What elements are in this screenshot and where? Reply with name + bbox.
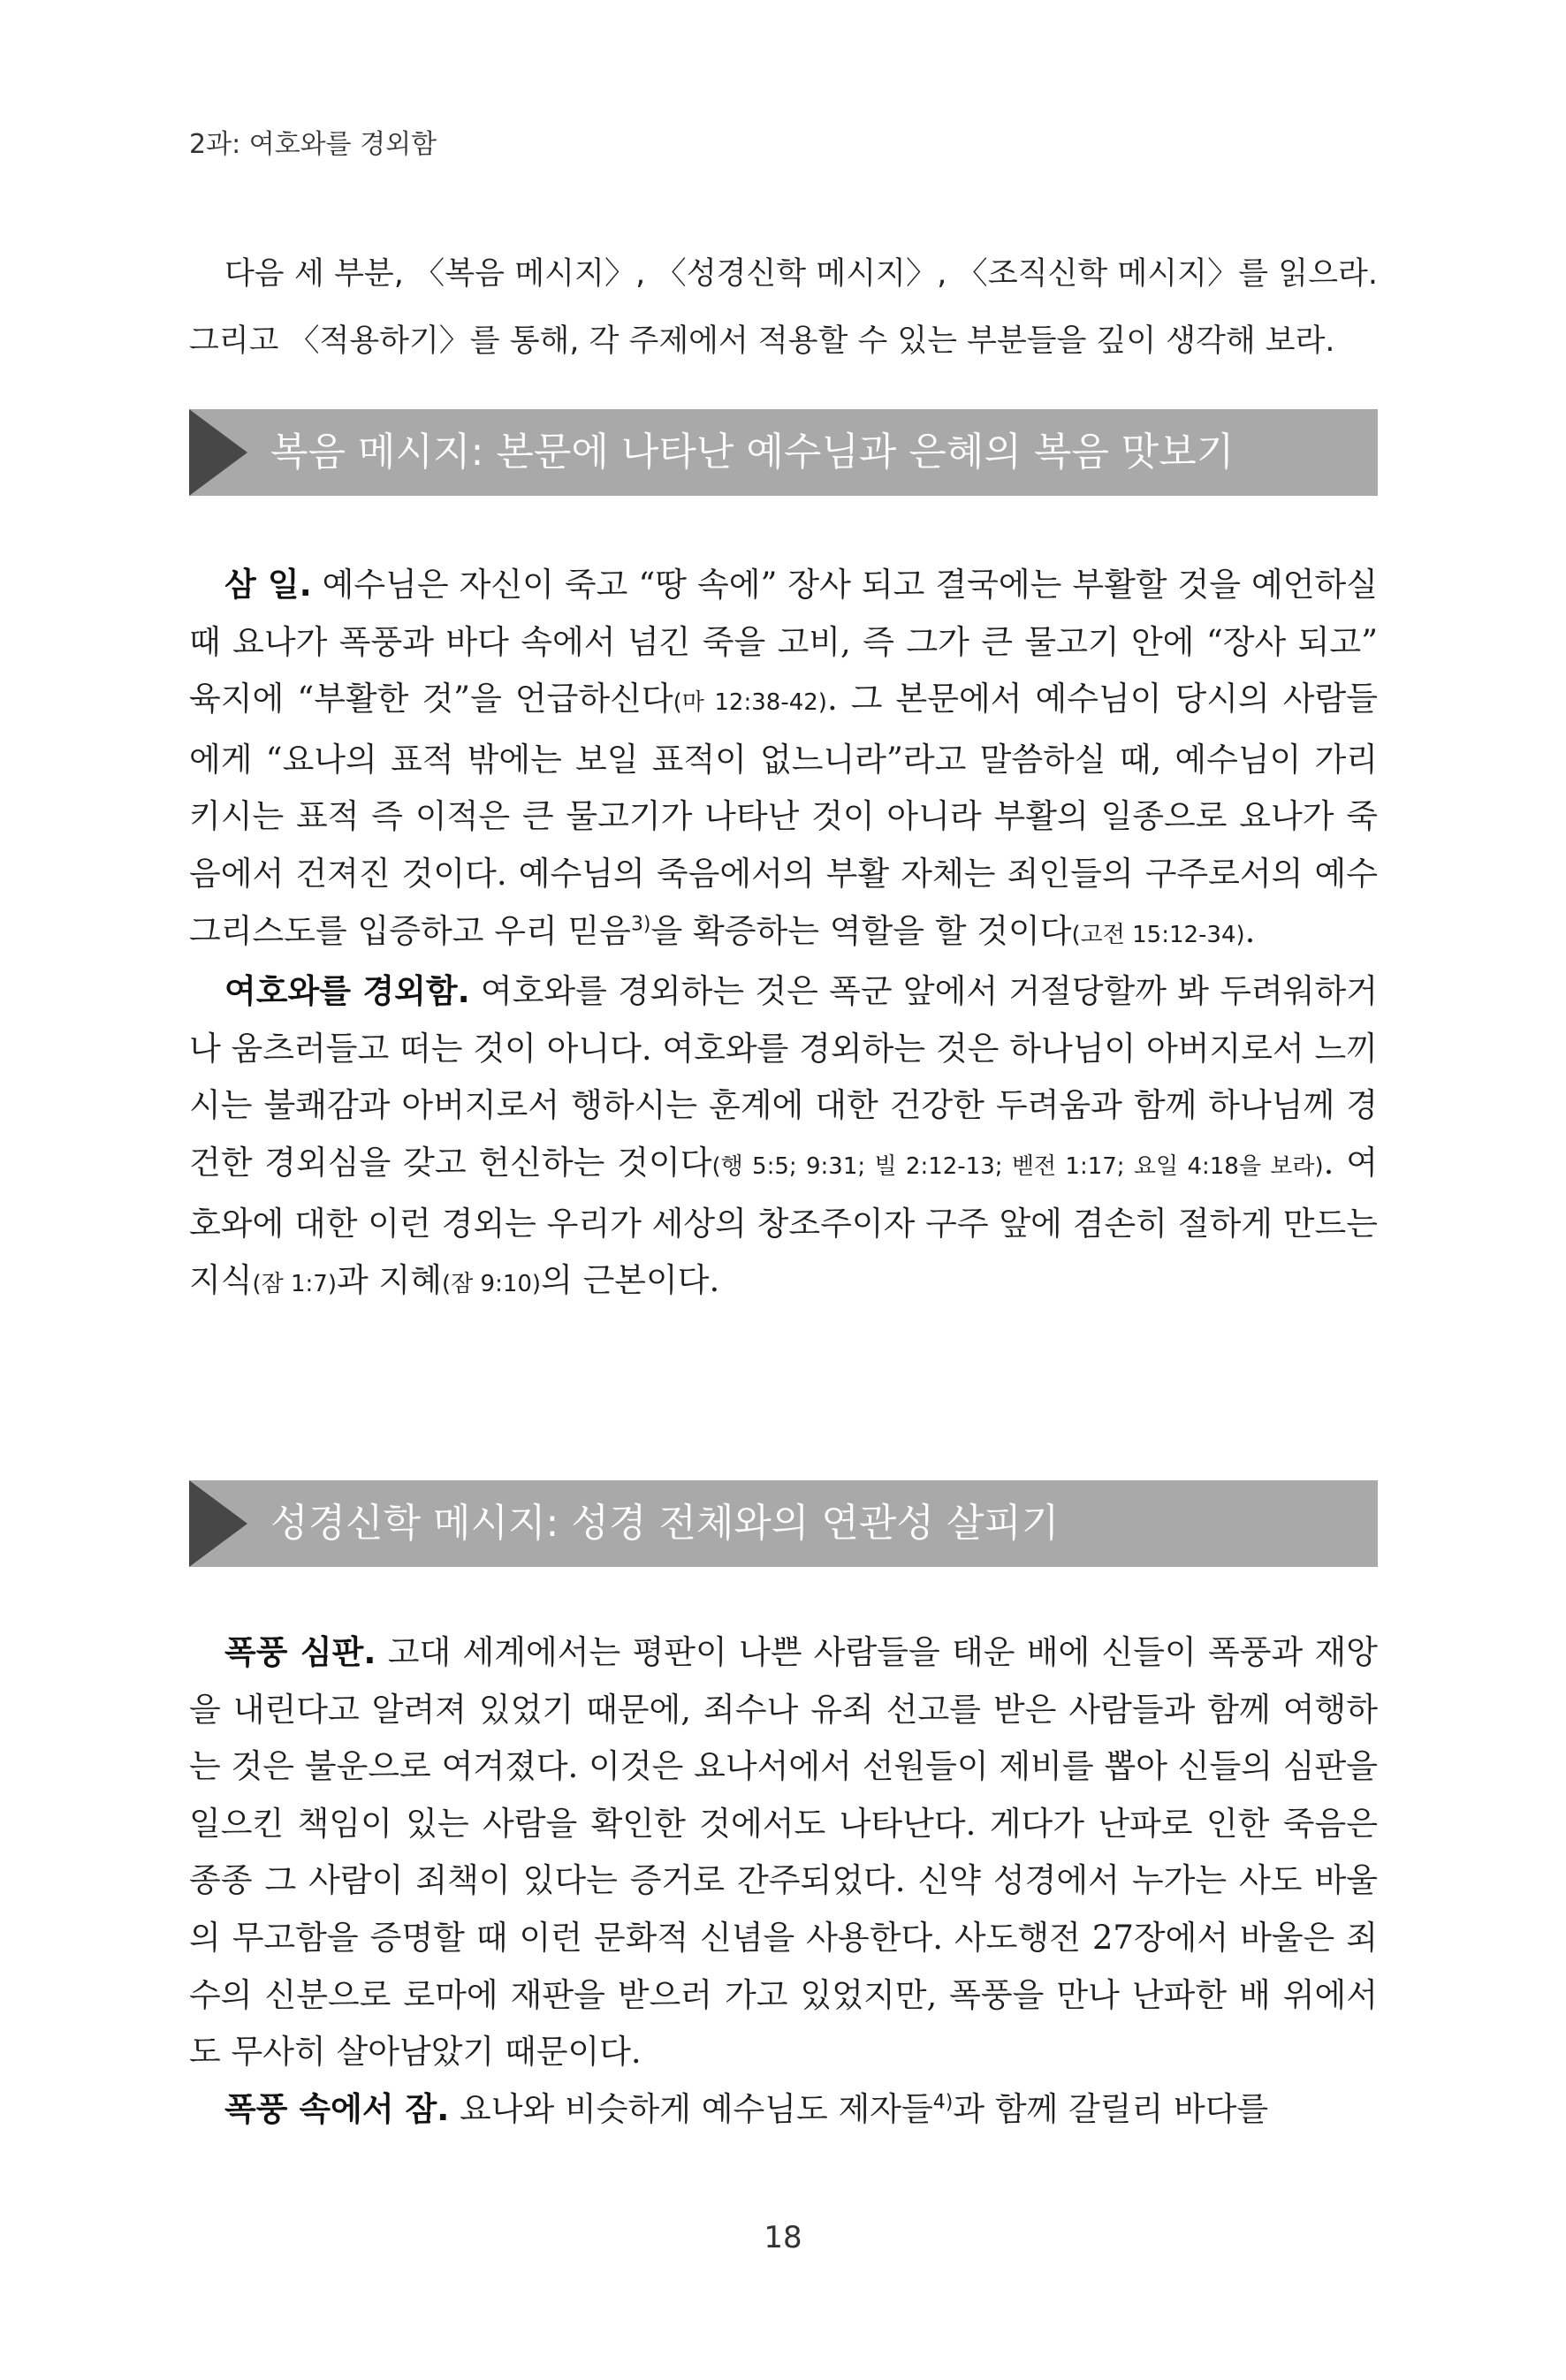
paragraph-lead: 여호와를 경외함. — [224, 972, 470, 1011]
paragraph-text: 과 지혜 — [337, 1261, 442, 1300]
paragraph-lead: 폭풍 속에서 잠. — [224, 2089, 450, 2128]
scripture-reference: (고전 15:12-34) — [1071, 921, 1245, 948]
paragraph-text: 과 함께 갈릴리 바다를 — [953, 2089, 1269, 2128]
paragraph-three-days — [189, 557, 1378, 963]
paragraph-text: . — [1244, 911, 1256, 950]
arrow-icon — [189, 409, 247, 496]
section-title: 복음 메시지: 본문에 나타난 예수님과 은혜의 복음 맛보기 — [270, 430, 1235, 475]
paragraph-text: 고대 세계에서는 평판이 나쁜 사람들을 태운 배에 신들이 폭풍과 재앙을 내린다고 알려져 있었기 때문에, 죄수나 유죄 선고를 받은 사람들과 함께 여행하는 것은 불운으로 여겨졌다. 이것은 요나서에서 선원들이 제비를 뽑아 신들의 심판을 일으킨 책임이 있는 사람을 확인한 것에서도 나타난다. 게다가 난파로 인한 죽음은 종종 그 사람이 죄책이 있다는 증거로 간주되었다. 신약 성경에서 누가는 사도 바울의 무고함을 증명할 때 이런 문화적 신념을 사용한다. 사도행전 27장에서 바울은 죄수의 신분으로 로마에 재판을 받으러 가고 있었지만, 폭풍을 만나 난파한 배 위에서도 무사히 살아남았기 때문이다. — [189, 1633, 1379, 2072]
section-banner-gospel — [189, 409, 1378, 496]
footnote-marker: 3) — [630, 913, 651, 936]
paragraph-text: 을 확증하는 역할을 할 것이다 — [650, 911, 1072, 950]
running-head: 2과: 여호와를 경외함 — [189, 129, 437, 160]
page-number: 18 — [764, 2220, 802, 2255]
scripture-reference: (행 5:5; 9:31; 빌 2:12-13; 벧전 1:17; 요일 4:18을 보라) — [711, 1152, 1324, 1180]
scripture-reference: (잠 1:7) — [252, 1271, 337, 1298]
paragraph-text: 예수님은 자신이 죽고 “땅 속에” 장사 되고 결국에는 부활할 것을 예언하실 때 요나가 폭풍과 바다 속에서 넘긴 죽을 고비, 즉 그가 큰 물고기 안에 “장사 되고” 육지에 “부활한 것”을 언급하신다 — [189, 566, 1378, 719]
section-body-gospel — [189, 557, 1378, 1313]
paragraph-text: 여호와를 경외하는 것은 폭군 앞에서 거절당할까 봐 두려워하거나 움츠러들고 떠는 것이 아니다. 여호와를 경외하는 것은 하나님이 아버지로서 느끼시는 불쾌감과 아버지로서 행하시는 훈계에 대한 건강한 두려움과 함께 하나님께 경건한 경외심을 갖고 헌신하는 것이다 — [189, 972, 1378, 1182]
section-banner-biblical-theology — [189, 1480, 1378, 1567]
intro-paragraph: 다음 세 부분, 〈복음 메시지〉, 〈성경신학 메시지〉, 〈조직신학 메시지〉를 읽으라. 그리고 〈적용하기〉를 통해, 각 주제에서 적용할 수 있는 부분들을 깊이 생각해 보라. — [189, 256, 1378, 359]
paragraph-text: . 그 본문에서 예수님이 당시의 사람들에게 “요나의 표적 밖에는 보일 표적이 없느니라”라고 말씀하실 때, 예수님이 가리키시는 표적 즉 이적은 큰 물고기가 나타난 것이 아니라 부활의 일종으로 요나가 죽음에서 건져진 것이다. 예수님의 죽음에서의 부활 자체는 죄인들의 구주로서의 예수 그리스도를 입증하고 우리 믿음 — [189, 680, 1379, 950]
paragraph-sleep-in-storm — [189, 2081, 1378, 2139]
section-title: 성경신학 메시지: 성경 전체와의 연관성 살피기 — [270, 1501, 1060, 1546]
arrow-icon — [189, 1480, 247, 1567]
paragraph-lead: 삼 일. — [224, 566, 312, 604]
paragraph-text: 의 근본이다. — [541, 1261, 720, 1300]
paragraph-fear-of-lord — [189, 963, 1378, 1313]
paragraph-storm-judgment — [189, 1624, 1378, 2081]
paragraph-text: . 여호와에 대한 이런 경외는 우리가 세상의 창조주이자 구주 앞에 겸손히 절하게 만드는 지식 — [189, 1143, 1379, 1300]
paragraph-text: 요나와 비슷하게 예수님도 제자들 — [449, 2089, 933, 2128]
section-body-biblical-theology — [189, 1624, 1378, 2138]
footnote-marker: 4) — [932, 2091, 954, 2114]
scripture-reference: (잠 9:10) — [442, 1271, 542, 1298]
paragraph-lead: 폭풍 심판. — [224, 1633, 376, 1671]
scripture-reference: (마 12:38-42) — [673, 689, 827, 717]
